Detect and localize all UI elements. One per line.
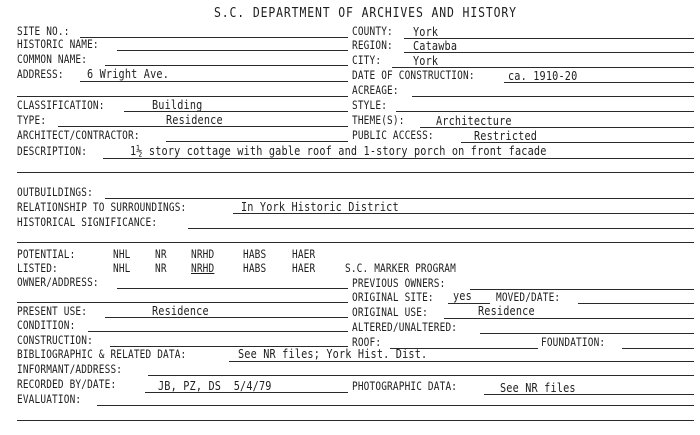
condition-line bbox=[88, 331, 348, 332]
style-line bbox=[396, 111, 694, 112]
previous-owners-label: PREVIOUS OWNERS: bbox=[352, 276, 446, 290]
owner-label: OWNER/ADDRESS: bbox=[17, 275, 99, 289]
listed-nrhd-selected: NRHD bbox=[191, 261, 215, 275]
relationship-value: In York Historic District bbox=[241, 200, 399, 214]
public-access-label: PUBLIC ACCESS: bbox=[352, 128, 434, 142]
relationship-line bbox=[233, 213, 694, 214]
themes-value: Architecture bbox=[436, 114, 512, 128]
informant-line bbox=[148, 375, 694, 376]
outbuildings-line bbox=[105, 198, 694, 199]
architect-label: ARCHITECT/CONTRACTOR: bbox=[17, 128, 140, 142]
informant-label: INFORMANT/ADDRESS: bbox=[17, 362, 123, 376]
photographic-data-value: See NR files bbox=[500, 381, 576, 395]
evaluation-line-2 bbox=[17, 420, 694, 421]
original-use-line bbox=[444, 318, 694, 319]
present-use-value: Residence bbox=[152, 304, 209, 318]
type-value: Residence bbox=[166, 113, 223, 127]
potential-nhl: NHL bbox=[113, 247, 131, 261]
owner-line bbox=[117, 288, 348, 289]
description-line-2 bbox=[17, 172, 694, 173]
outbuildings-label: OUTBUILDINGS: bbox=[17, 185, 93, 199]
city-label: CITY: bbox=[352, 53, 382, 67]
recorded-label: RECORDED BY/DATE: bbox=[17, 377, 117, 391]
style-label: STYLE: bbox=[352, 98, 388, 112]
date-of-construction-label: DATE OF CONSTRUCTION: bbox=[352, 68, 475, 82]
potential-nrhd: NRHD bbox=[191, 247, 215, 261]
marker-program-label: S.C. MARKER PROGRAM bbox=[345, 261, 456, 275]
address-line bbox=[80, 81, 348, 82]
date-of-construction-value: ca. 1910-20 bbox=[508, 69, 578, 83]
photographic-data-label: PHOTOGRAPHIC DATA: bbox=[352, 379, 458, 393]
foundation-label: FOUNDATION: bbox=[541, 335, 606, 349]
present-use-label: PRESENT USE: bbox=[17, 304, 88, 318]
evaluation-line bbox=[97, 405, 694, 406]
form-title: S.C. DEPARTMENT OF ARCHIVES AND HISTORY bbox=[214, 6, 517, 21]
relationship-label: RELATIONSHIP TO SURROUNDINGS: bbox=[17, 200, 187, 214]
listed-haer: HAER bbox=[292, 261, 316, 275]
description-value: 1½ story cottage with gable roof and 1-story porch on front facade bbox=[130, 144, 547, 158]
historic-name-label: HISTORIC NAME: bbox=[17, 37, 99, 51]
potential-label: POTENTIAL: bbox=[17, 247, 76, 261]
region-label: REGION: bbox=[352, 38, 393, 52]
themes-line bbox=[420, 127, 694, 128]
original-site-value: yes bbox=[453, 289, 472, 303]
photographic-data-line bbox=[484, 394, 694, 395]
listed-habs: HABS bbox=[243, 261, 267, 275]
construction-label: CONSTRUCTION: bbox=[17, 333, 93, 347]
type-line bbox=[58, 126, 348, 127]
potential-haer: HAER bbox=[292, 247, 316, 261]
bibliographic-label: BIBLIOGRAPHIC & RELATED DATA: bbox=[17, 347, 187, 361]
listed-label: LISTED: bbox=[17, 261, 58, 275]
roof-label: ROOF: bbox=[352, 335, 382, 349]
bibliographic-value: See NR files; York Hist. Dist. bbox=[238, 347, 428, 361]
significance-line-2 bbox=[17, 242, 694, 243]
condition-label: CONDITION: bbox=[17, 318, 76, 332]
date-of-construction-line bbox=[504, 82, 694, 83]
classification-value: Building bbox=[152, 98, 203, 112]
potential-nr: NR bbox=[155, 247, 167, 261]
listed-nr: NR bbox=[155, 261, 167, 275]
significance-label: HISTORICAL SIGNIFICANCE: bbox=[17, 215, 158, 229]
present-use-line bbox=[105, 317, 348, 318]
classification-line bbox=[124, 111, 348, 112]
altered-label: ALTERED/UNALTERED: bbox=[352, 320, 458, 334]
site-no-label: SITE NO.: bbox=[17, 24, 70, 38]
address-value: 6 Wright Ave. bbox=[87, 67, 170, 81]
potential-habs: HABS bbox=[243, 247, 267, 261]
classification-label: CLASSIFICATION: bbox=[17, 98, 105, 112]
recorded-value: JB, PZ, DS 5/4/79 bbox=[158, 379, 272, 393]
address-label: ADDRESS: bbox=[17, 67, 64, 81]
architect-line bbox=[166, 141, 348, 142]
public-access-value: Restricted bbox=[474, 129, 538, 143]
original-site-label: ORIGINAL SITE: bbox=[352, 290, 434, 304]
region-value: Catawba bbox=[413, 39, 458, 53]
owner-line-2 bbox=[17, 302, 348, 303]
common-name-line bbox=[105, 65, 348, 66]
public-access-line bbox=[461, 142, 694, 143]
county-label: COUNTY: bbox=[352, 24, 393, 38]
recorded-line bbox=[145, 392, 348, 393]
region-line bbox=[404, 52, 694, 53]
bibliographic-line bbox=[229, 361, 694, 362]
themes-label: THEME(S): bbox=[352, 113, 405, 127]
roof-line bbox=[390, 348, 538, 349]
county-value: York bbox=[413, 25, 439, 39]
type-label: TYPE: bbox=[17, 113, 47, 127]
acreage-line bbox=[412, 96, 694, 97]
original-use-value: Residence bbox=[478, 304, 535, 318]
altered-line bbox=[480, 333, 694, 334]
description-label: DESCRIPTION: bbox=[17, 144, 88, 158]
moved-date-line bbox=[578, 303, 694, 304]
moved-date-label: MOVED/DATE: bbox=[496, 290, 561, 304]
common-name-label: COMMON NAME: bbox=[17, 52, 88, 66]
acreage-label: ACREAGE: bbox=[352, 83, 399, 97]
site-no-line bbox=[80, 37, 348, 38]
significance-line bbox=[188, 228, 694, 229]
original-use-label: ORIGINAL USE: bbox=[352, 305, 428, 319]
address-line-2 bbox=[17, 96, 348, 97]
listed-nhl: NHL bbox=[113, 261, 131, 275]
evaluation-label: EVALUATION: bbox=[17, 392, 82, 406]
historic-name-line bbox=[117, 50, 348, 51]
description-line bbox=[103, 158, 694, 159]
city-value: York bbox=[413, 54, 439, 68]
foundation-line bbox=[622, 348, 694, 349]
